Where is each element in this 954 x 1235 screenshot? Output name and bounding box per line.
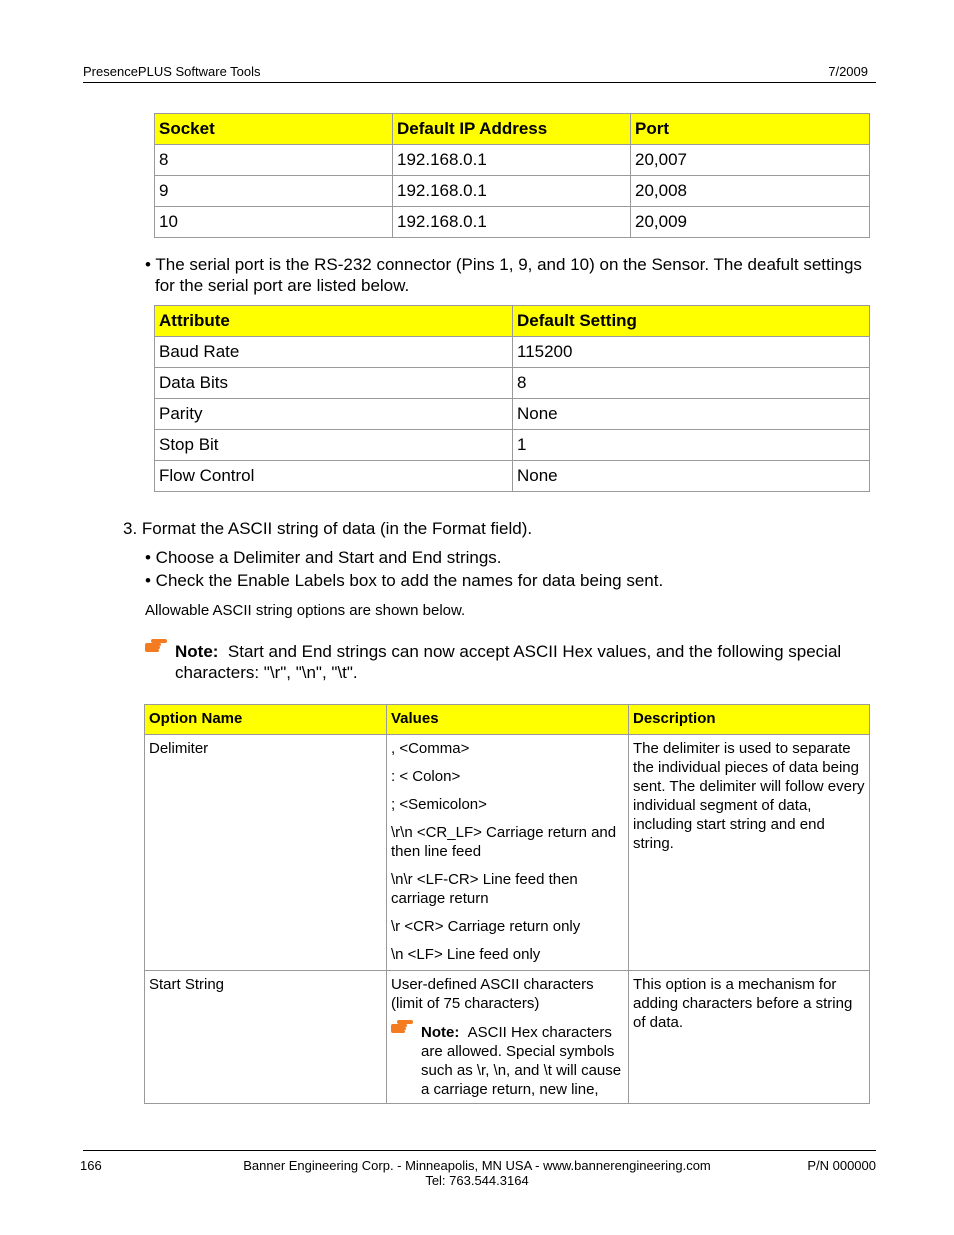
- option-name-cell: Start String: [145, 971, 387, 1104]
- allowable-text: Allowable ASCII string options are shown below.: [145, 602, 466, 619]
- table-header-row: [145, 705, 870, 735]
- table-cell: 115200: [513, 337, 870, 368]
- running-header-title: PresencePLUS Software Tools: [83, 64, 261, 79]
- column-header: Default IP Address: [393, 114, 631, 145]
- table-row: [145, 735, 870, 971]
- note-pointing-hand-icon: [145, 637, 169, 658]
- page-number: 166: [80, 1158, 102, 1173]
- table-cell: 8: [513, 368, 870, 399]
- table-cell: 192.168.0.1: [393, 207, 631, 238]
- running-header-date: 7/2009: [828, 64, 868, 79]
- note-text: Start and End strings can now accept ASCII Hex values, and the following special: [227, 642, 842, 661]
- table-cell: 10: [155, 207, 393, 238]
- value-item: : < Colon>: [391, 768, 461, 785]
- table-cell: 20,007: [631, 145, 870, 176]
- value-item: \r\n <CR_LF> Carriage return and then line feed: [391, 824, 617, 860]
- table-row: [155, 461, 870, 492]
- note-text: ASCII Hex characters are allowed. Special symbols such as \r, \n, and \t will cause a carriage return, new line,: [421, 1024, 622, 1098]
- footer-tel: Tel: 763.544.3164: [425, 1173, 529, 1188]
- table-cell: 192.168.0.1: [393, 176, 631, 207]
- table-cell: 20,008: [631, 176, 870, 207]
- serial-settings-table: [154, 305, 870, 492]
- footer-company: Banner Engineering Corp. - Minneapolis, MN USA - www.bannerengineering.com: [243, 1158, 711, 1173]
- option-description-cell: The delimiter is used to separate the individual pieces of data being sent. The delimiter will follow every individual segment of data, including start string and end string.: [629, 735, 870, 971]
- column-header: Option Name: [145, 705, 387, 735]
- note-block: [175, 641, 875, 683]
- table-cell: 20,009: [631, 207, 870, 238]
- footer-part-number: P/N 000000: [807, 1158, 876, 1173]
- bullet-delimiter: • Choose a Delimiter and Start and End strings.: [145, 548, 502, 567]
- table-cell: Data Bits: [155, 368, 513, 399]
- note-pointing-hand-icon: [391, 1018, 415, 1039]
- serial-port-bullet: [145, 254, 875, 296]
- table-header-row: [155, 114, 870, 145]
- value-item: User-defined ASCII characters (limit of 75 characters): [391, 976, 594, 1012]
- option-name-cell: Delimiter: [145, 735, 387, 971]
- option-values-cell: [387, 971, 629, 1104]
- table-cell: Baud Rate: [155, 337, 513, 368]
- column-header: Attribute: [155, 306, 513, 337]
- option-values-cell: [387, 735, 629, 971]
- table-row: [145, 971, 870, 1104]
- step-3-text: 3. Format the ASCII string of data (in the Format field).: [123, 519, 533, 538]
- footer-rule: [83, 1150, 876, 1151]
- table-cell: 8: [155, 145, 393, 176]
- note-text-continued: characters: "\r", "\n", "\t".: [175, 663, 358, 682]
- note-label: Note:: [421, 1024, 460, 1041]
- table-cell: 9: [155, 176, 393, 207]
- table-row: [155, 176, 870, 207]
- column-header: Description: [629, 705, 870, 735]
- bullet-text: • The serial port is the RS-232 connector (Pins 1, 9, and 10) on the Sensor. The deafult settings: [145, 255, 862, 274]
- note-label: Note:: [175, 642, 219, 661]
- value-item: \n\r <LF-CR> Line feed then carriage return: [391, 871, 578, 907]
- table-row: [155, 145, 870, 176]
- socket-table: [154, 113, 870, 238]
- table-cell: Stop Bit: [155, 430, 513, 461]
- option-description-cell: This option is a mechanism for adding characters before a string of data.: [629, 971, 870, 1104]
- table-header-row: [155, 306, 870, 337]
- column-header: Socket: [155, 114, 393, 145]
- value-item: , <Comma>: [391, 740, 470, 757]
- table-row: [155, 430, 870, 461]
- header-rule: [83, 82, 876, 83]
- table-cell: Parity: [155, 399, 513, 430]
- bullet-enable-labels: • Check the Enable Labels box to add the names for data being sent.: [145, 571, 664, 590]
- table-row: [155, 368, 870, 399]
- table-cell: None: [513, 461, 870, 492]
- cell-note: [391, 1023, 624, 1099]
- ascii-options-table: [144, 704, 870, 1104]
- column-header: Default Setting: [513, 306, 870, 337]
- table-cell: Flow Control: [155, 461, 513, 492]
- value-item: \r <CR> Carriage return only: [391, 918, 581, 935]
- column-header: Port: [631, 114, 870, 145]
- column-header: Values: [387, 705, 629, 735]
- table-row: [155, 399, 870, 430]
- table-cell: None: [513, 399, 870, 430]
- table-cell: 1: [513, 430, 870, 461]
- table-cell: 192.168.0.1: [393, 145, 631, 176]
- table-row: [155, 337, 870, 368]
- value-item: \n <LF> Line feed only: [391, 946, 541, 963]
- value-item: ; <Semicolon>: [391, 796, 487, 813]
- table-row: [155, 207, 870, 238]
- bullet-text-continued: for the serial port are listed below.: [155, 276, 410, 295]
